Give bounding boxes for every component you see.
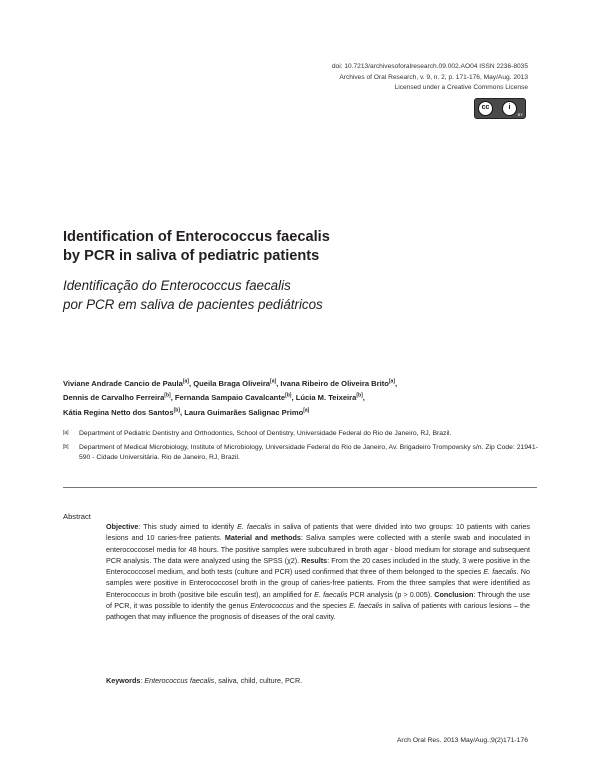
results-label: Results <box>301 555 328 565</box>
author: Dennis de Carvalho Ferreira[b], <box>63 392 175 403</box>
author: Ivana Ribeiro de Oliveira Brito[a], <box>280 378 398 388</box>
author: Laura Guimarães Salignac Primo[a] <box>184 407 310 418</box>
author: Queila Braga Oliveira[a], <box>193 378 281 388</box>
affiliation-marker: [a] <box>182 378 189 384</box>
affiliation-marker: [a] <box>303 407 310 414</box>
creative-commons-badge[interactable] <box>474 98 526 119</box>
attribution-icon: i <box>502 101 517 116</box>
abstract-body: Objective: This study aimed to identify E. faecalis in saliva of patients that were divided into two groups: 10 patients with caries lesions and 10 caries-free patients. Material and methods: Saliva samples were collected with a sterile swab and inoculated in enterococcosel media for 48 hours. The positive samples were subcultured in broth agar - blood medium for storage and subsequent PCR analysis. The data were analyzed using the SPSS (χ2). Results: From the 20 cases included in the study, 3 were positive in the Enterococcosel medium, and both tests (culture and PCR) used confirmed that three of them belonged to the species E. faecalis. No samples were positive in Enterococcosel broth in the group of caries-free patients. From the three samples that were identified as Enterococcus in broth (positive bile esculin test), an amplified for E. faecalis PCR analysis (p > 0.005). Conclusion: Through the use of PCR, it was possible to identify the genus Enterococcus and the species E. faecalis in saliva of patients with carious lesions – the pathogen that may influence the prognosis of diseases of the oral cavity. <box>106 522 530 621</box>
author: Fernanda Sampaio Cavalcante[b], <box>174 392 296 403</box>
affiliation-text: Department of Medical Microbiology, Institute of Microbiology, Universidade Federal do Rio de Janeiro, Av. Brigadeiro Trompowsky s/n. Zip Code: 21941-590 - Cidade Universitária. Rio de Janeiro, RJ, Brazil. <box>79 443 538 462</box>
affiliation-marker: [b] <box>173 407 180 414</box>
author: Viviane Andrade Cancio de Paula[a], <box>63 378 194 388</box>
affiliation-marker: [b] <box>63 443 69 450</box>
cc-icon: cc <box>478 101 493 116</box>
journal-line: Archives of Oral Research, v. 9, n. 2, p. 171-176, May/Aug. 2013 <box>339 73 528 81</box>
affiliation-marker: [a] <box>388 378 395 384</box>
affiliation-marker: [a] <box>63 430 69 436</box>
section-divider <box>63 487 537 488</box>
methods-label: Material and methods <box>224 533 301 543</box>
affiliation-text: Department of Pediatric Dentistry and Orthodontics, School of Dentistry, Universidade Federal do Rio de Janeiro, RJ, Brazil. <box>79 430 452 437</box>
author: Kátia Regina Netto dos Santos[b], <box>63 407 185 418</box>
keywords-label: Keywords <box>106 676 141 685</box>
affiliation-marker: [b] <box>356 392 363 399</box>
abstract-heading: Abstract <box>63 512 91 521</box>
by-label: BY <box>517 112 523 117</box>
objective-label: Objective <box>106 522 139 531</box>
doi-line[interactable]: doi: 10.7213/archivesoforalresearch.09.002.AO04 ISSN 2236-8035 <box>331 63 528 70</box>
author-list <box>63 375 543 419</box>
title-english <box>63 228 330 266</box>
title-english-line-1: Identification of Enterococcus faecalis <box>63 229 330 245</box>
conclusion-label: Conclusion <box>434 589 474 599</box>
title-portuguese-line-2: por PCR em saliva de pacientes pediátricos <box>63 297 323 312</box>
title-english-line-2: by PCR in saliva of pediatric patients <box>63 248 320 264</box>
affiliation-marker: [b] <box>285 392 292 399</box>
title-portuguese-line-1: Identificação do Enterococcus faecalis <box>63 278 291 293</box>
affiliation-item <box>63 443 543 464</box>
license-line: Licensed under a Creative Commons License <box>394 84 528 92</box>
article-metadata <box>332 62 528 94</box>
affiliation-marker: [b] <box>164 392 171 399</box>
affiliation-item <box>63 429 543 440</box>
keywords: Keywords: Enterococcus faecalis, saliva, child, culture, PCR. <box>106 676 303 685</box>
title-portuguese <box>63 276 323 314</box>
affiliation-marker: [a] <box>270 378 277 384</box>
affiliations <box>63 429 543 467</box>
footer-citation: Arch Oral Res. 2013 May/Aug.;9(2)171-176 <box>396 737 528 744</box>
author: Lúcia M. Teixeira[b], <box>295 392 365 403</box>
